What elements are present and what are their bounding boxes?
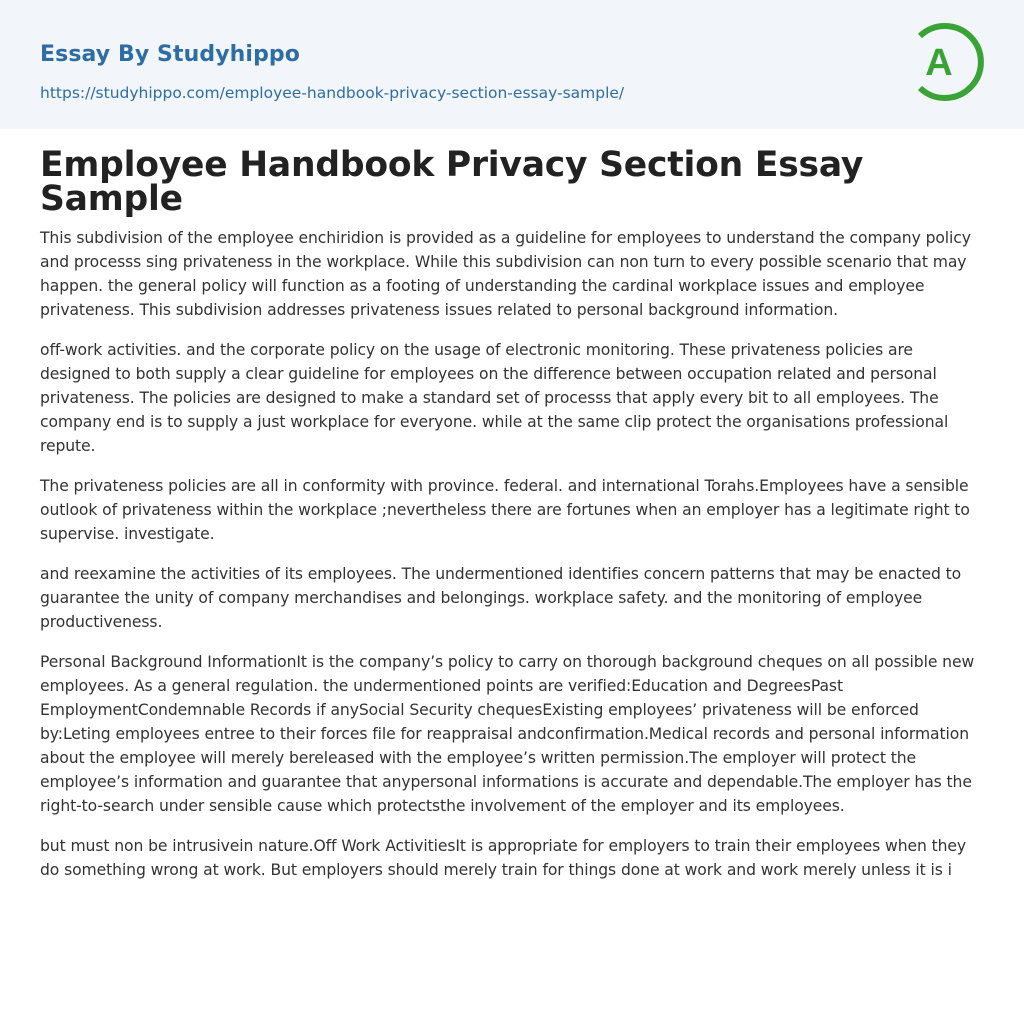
- brand-title[interactable]: Essay By Studyhippo: [40, 42, 300, 67]
- article-paragraph: This subdivision of the employee enchiridion is provided as a guideline for employees to understand the company policy and processs sing privateness in the workplace. While this subdivision can non turn to every possible scenario that may happen. the general policy will function as a footing of understanding the cardinal workplace issues and employee privateness. This subdivision addresses privateness issues related to personal background information.: [40, 229, 971, 319]
- page-title: Employee Handbook Privacy Section Essay Sample: [40, 145, 864, 219]
- article-paragraph: and reexamine the activities of its employees. The undermentioned identifies concern patterns that may be enacted to guarantee the unity of company merchandises and belongings. workplace safety. and the monitoring of employee productiveness.: [40, 565, 962, 631]
- article-paragraph: but must non be intrusivein nature.Off Work ActivitiesIt is appropriate for employers to train their employees when they do something wrong at work. But employers should merely train for things done at work and work merely unless it is i: [40, 837, 967, 879]
- logo-letter: A: [925, 42, 953, 84]
- article-paragraph: off-work activities. and the corporate policy on the usage of electronic monitoring. These privateness policies are designed to both supply a clear guideline for employees on the difference between occupation related and personal privateness. The policies are designed to make a standard set of processs that apply every bit to all employees. The company end is to supply a just workplace for everyone. while at the same clip protect the organisations professional repute.: [40, 341, 949, 455]
- article-paragraph: The privateness policies are all in conformity with province. federal. and international Torahs.Employees have a sensible outlook of privateness within the workplace ;nevertheless there are fortunes when an employer has a legitimate right to supervise. investigate.: [40, 477, 970, 543]
- site-header: [0, 0, 1024, 129]
- article-content: [40, 145, 984, 898]
- studyhippo-logo-icon[interactable]: [912, 18, 988, 106]
- page-url-link[interactable]: https://studyhippo.com/employee-handbook-privacy-section-essay-sample/: [40, 84, 625, 102]
- article-paragraph: Personal Background InformationIt is the company’s policy to carry on thorough background cheques on all possible new employees. As a general regulation. the undermentioned points are verified:Education and DegreesPast EmploymentCondemnable Records if anySocial Security chequesExisting employees’ privateness will be enforced by:Leting employees entree to their forces file for reappraisal andconfirmation.Medical records and personal information about the employee will merely bereleased with the employee’s written permission.The employer will protect the employee’s information and guarantee that anypersonal informations is accurate and dependable.The employer has the right-to-search under sensible cause which protectsthe involvement of the employer and its employees.: [40, 653, 975, 815]
